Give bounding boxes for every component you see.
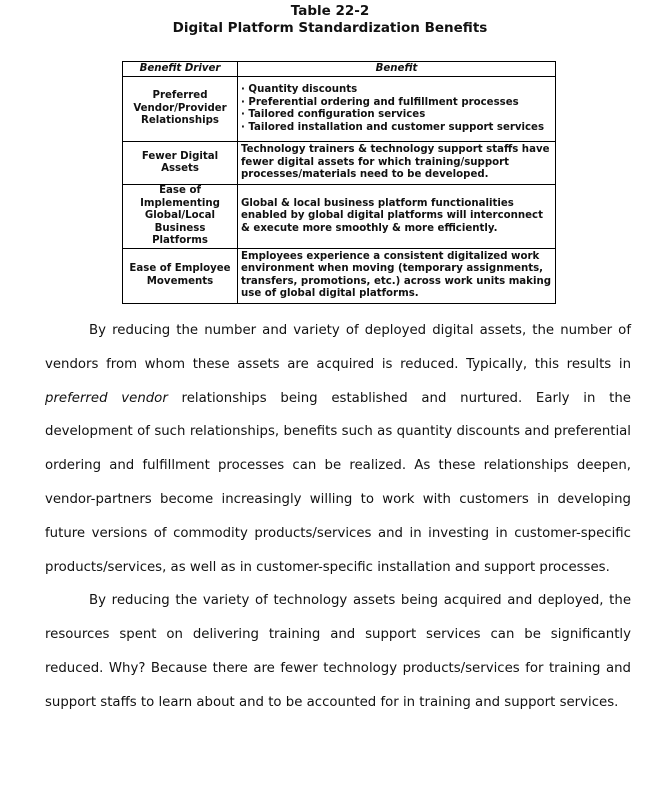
italic-phrase: preferred vendor — [45, 390, 168, 406]
table-row — [123, 248, 556, 303]
table-header-row — [123, 62, 556, 77]
table-number: Table 22-2 — [290, 3, 370, 19]
benefit-bullet: · Tailored installation and customer support services — [241, 121, 545, 133]
table-row — [123, 142, 556, 185]
driver-cell: Ease of Employee Movements — [123, 248, 238, 303]
benefit-bullet: · Quantity discounts — [241, 84, 358, 95]
paragraph: By reducing the variety of technology assets being acquired and deployed, the resources spent on delivering training and support services can be significantly reduced. Why? Because there are fewer technology products/services for training and support staffs to learn about and to be accounted for in training and support services. — [45, 593, 631, 710]
header-benefit: Benefit — [238, 62, 556, 77]
driver-cell: Ease of Implementing Global/Local Business Platforms — [123, 185, 238, 249]
table-row — [123, 185, 556, 249]
table-row — [123, 77, 556, 142]
body-text — [45, 314, 631, 720]
driver-cell: Preferred Vendor/Provider Relationships — [123, 77, 238, 142]
benefit-bullet: · Tailored configuration services — [241, 109, 426, 120]
header-benefit-driver: Benefit Driver — [123, 62, 238, 77]
benefit-cell — [238, 77, 556, 142]
benefit-cell: Employees experience a consistent digitalized work environment when moving (temporary assignments, transfers, promotions, etc.) across work units making use of global digital platforms. — [238, 248, 556, 303]
table-title: Digital Platform Standardization Benefits — [172, 20, 488, 36]
benefit-bullet: · Preferential ordering and fulfillment processes — [241, 96, 519, 108]
benefit-cell: Global & local business platform functionalities enabled by global digital platforms will interconnect & execute more smoothly & more efficiently. — [238, 185, 556, 249]
benefits-table — [122, 61, 556, 304]
paragraph: By reducing the number and variety of deployed digital assets, the number of vendors from whom these assets are acquired is reduced. Typically, this results in preferred vendor relationships being established and nurtured. Early in the development of such relationships, benefits such as quantity discounts and preferential ordering and fulfillment processes can be realized. As these relationships deepen, vendor-partners become increasingly willing to work with customers in developing future versions of commodity products/services and in investing in customer-specific products/services, as well as in customer-specific installation and support processes. — [45, 323, 631, 575]
driver-cell: Fewer Digital Assets — [123, 142, 238, 185]
benefit-cell: Technology trainers & technology support staffs have fewer digital assets for which training/support processes/materials need to be developed. — [238, 142, 556, 185]
